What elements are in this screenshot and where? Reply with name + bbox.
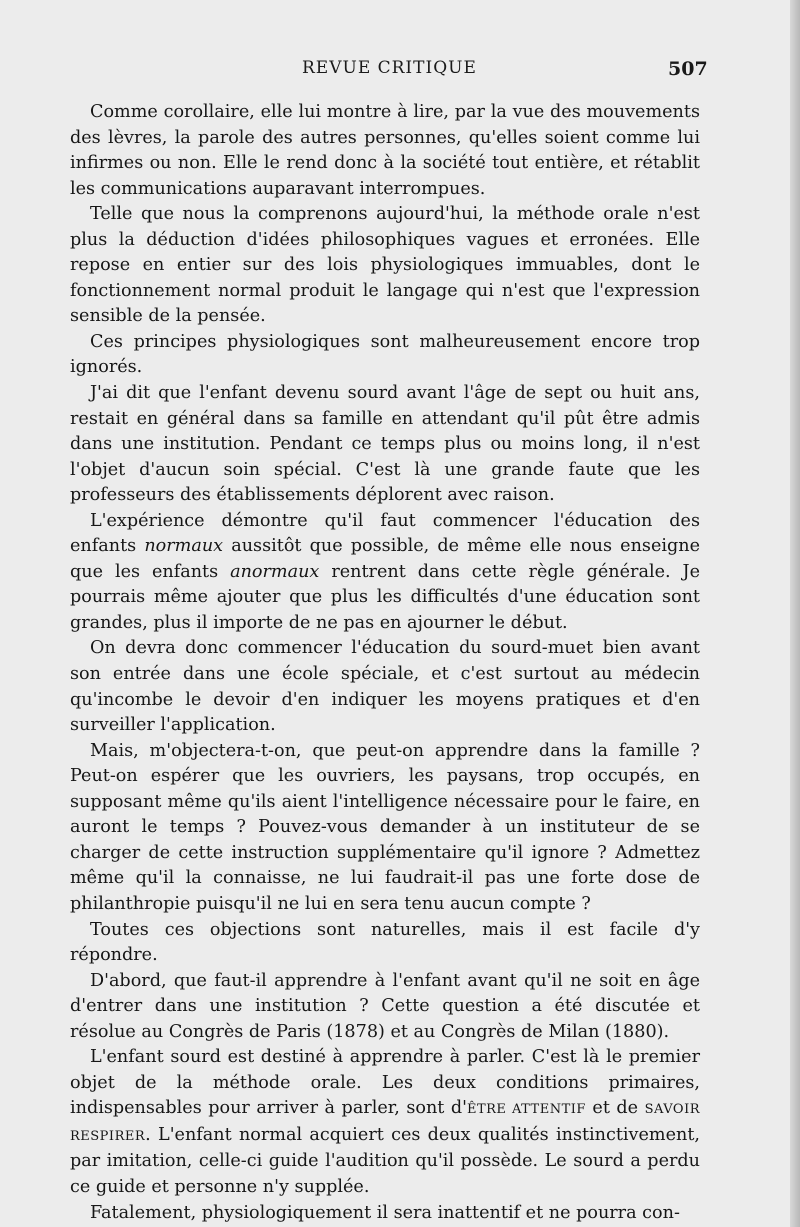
italic-term: anormaux [230,561,320,582]
paragraph: Fatalement, physiologiquement il sera inattentif et ne pourra con- [90,1202,680,1223]
page-edge [790,0,800,1227]
paragraph: Ces principes physiologiques sont malheureusement encore trop ignorés. [70,331,700,378]
paragraph [70,1045,700,1200]
paragraph [70,509,700,637]
text-run: rentrent dans cette règle générale. Je pourrais même ajouter que plus les difficultés d'une éducation sont grandes, plus il importe de ne pas en ajourner le début. [70,561,700,633]
paragraph: D'abord, que faut-il apprendre à l'enfant avant qu'il ne soit en âge d'entrer dans une institution ? Cette question a été discutée et résolue au Congrès de Paris (1878) et au Congrès de Milan (1880). [70,970,700,1042]
small-caps-term: SAVOIR RESPIRER [70,1102,700,1144]
small-caps-term: ÊTRE ATTENTIF [466,1102,586,1118]
paragraph: J'ai dit que l'enfant devenu sourd avant l'âge de sept ou huit ans, restait en général dans sa famille en attendant qu'il pût être admis dans une institution. Pendant ce temps plus ou moins long, il n'est l'objet d'aucun soin spécial. C'est là une grande faute que les professeurs des établissements déplorent avec raison. [70,383,700,506]
page-header [0,58,800,84]
paragraph: Mais, m'objectera-t-on, que peut-on apprendre dans la famille ? Peut-on espérer que les ouvriers, les paysans, trop occupés, en supposant même qu'ils aient l'intelligence nécessaire pour le faire, en auront le temps ? Pouvez-vous demander à un instituteur de se charger de cette instruction supplémentaire qu'il ignore ? Admettez même qu'il la connaisse, ne lui faudrait-il pas une forte dose de philanthropie puisqu'il ne lui en sera tenu aucun compte ? [70,740,700,914]
paragraph: Comme corollaire, elle lui montre à lire, par la vue des mouvements des lèvres, la parole des autres personnes, qu'elles soient comme lui infirmes ou non. Elle le rend donc à la société tout entière, et rétablit les communications auparavant interrompues. [70,102,700,199]
text-run: . L'enfant normal acquiert ces deux qualités instinctivement, par imitation, celle-ci guide l'audition qu'il possède. Le sourd a perdu ce guide et personne n'y supplée. [70,1124,700,1197]
paragraph: On devra donc commencer l'éducation du sourd-muet bien avant son entrée dans une école spéciale, et c'est surtout au médecin qu'incombe le devoir d'en indiquer les moyens pratiques et d'en surveiller l'application. [70,638,700,736]
paragraph: Telle que nous la comprenons aujourd'hui, la méthode orale n'est plus la déduction d'idées philosophiques vagues et erronées. Elle repose en entier sur des lois physiologiques immuables, dont le fonctionnement normal produit le langage qui n'est que l'expression sensible de la pensée. [70,204,700,327]
text-run: et de [585,1098,645,1119]
page-number: 507 [668,58,708,80]
text-run: L'expérience démontre qu'il faut commencer l'éducation des enfants [70,510,700,557]
italic-term: normaux [144,536,224,557]
running-title: REVUE CRITIQUE [302,58,477,78]
body-text [70,100,700,1226]
paragraph: Toutes ces objections sont naturelles, mais il est facile d'y répondre. [70,919,700,966]
text-run: aussitôt que possible, de même elle nous enseigne que les enfants [70,536,700,582]
text-run: L'enfant sourd est destiné à apprendre à parler. C'est là le premier objet de la méthode orale. Les deux conditions primaires, indispensables pour arriver à parler, sont d' [70,1047,700,1119]
